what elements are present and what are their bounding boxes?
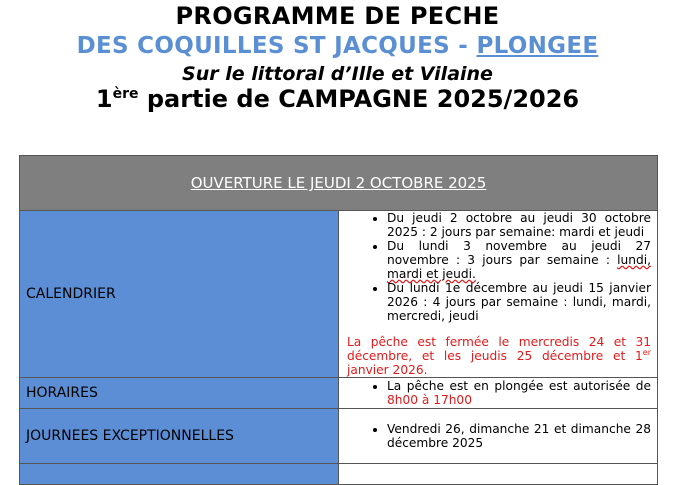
hours-list: [347, 379, 651, 407]
program-table: [19, 155, 658, 485]
calendar-item-november-text: Du lundi 3 novembre au jeudi 27 novembre : 3 jours par semaine :: [387, 239, 651, 267]
calendar-content: [339, 211, 658, 378]
hours-row: [20, 378, 658, 409]
calendar-row: [20, 211, 658, 378]
hours-text: La pêche est en plongée est autorisée de: [387, 379, 651, 393]
hours-label: HORAIRES: [20, 378, 339, 409]
title-line-2-main: DES COQUILLES ST JACQUES -: [76, 33, 477, 59]
next-row: [20, 464, 658, 485]
exceptional-days-label: JOURNEES EXCEPTIONNELLES: [20, 409, 339, 464]
next-row-label: [20, 464, 339, 485]
closure-note-text: La pêche est fermée le mercredis 24 et 31 décembre, et les jeudis 25 décembre et 1: [347, 335, 651, 363]
closure-note-sup: er: [642, 347, 651, 357]
hours-content: [339, 378, 658, 409]
next-row-content: [339, 464, 658, 485]
campaign-rest: partie de CAMPAGNE 2025/2026: [138, 85, 580, 113]
campaign-number: 1: [95, 85, 113, 113]
hours-range: 8h00 à 17h00: [387, 393, 472, 407]
calendar-list: [347, 211, 651, 323]
closure-note: [347, 335, 651, 377]
exceptional-days-row: [20, 409, 658, 464]
campaign-number-sup: ère: [112, 86, 139, 102]
title-line-2: [0, 33, 675, 59]
campaign-title: [0, 85, 675, 113]
subtitle-littoral: Sur le littoral d’Ille et Vilaine: [182, 63, 493, 85]
opening-date: OUVERTURE LE JEUDI 2 OCTOBRE 2025: [20, 156, 658, 211]
calendar-item-november: [387, 239, 651, 281]
closure-note-end: janvier 2026.: [347, 363, 428, 377]
opening-row: [20, 156, 658, 211]
hours-item: [387, 379, 651, 407]
exceptional-days-list: [347, 422, 651, 450]
calendar-item-october: • Du jeudi 2 octobre au jeudi 30 octobre 2025 : 2 jours par semaine: mardi et jeudi: [387, 211, 651, 239]
calendar-item-december: • Du lundi 1e décembre au jeudi 15 janvier 2026 : 4 jours par semaine : lundi, mardi, mercredi, jeudi: [387, 281, 651, 323]
calendar-item-november-days: lundi, mardi et jeudi.: [387, 253, 651, 281]
calendar-label: CALENDRIER: [20, 211, 339, 378]
title-line-1: PROGRAMME DE PECHE: [175, 2, 500, 30]
exceptional-days-item: • Vendredi 26, dimanche 21 et dimanche 28 décembre 2025: [387, 422, 651, 450]
title-line-2-plongee: PLONGEE: [476, 33, 599, 59]
exceptional-days-content: [339, 409, 658, 464]
